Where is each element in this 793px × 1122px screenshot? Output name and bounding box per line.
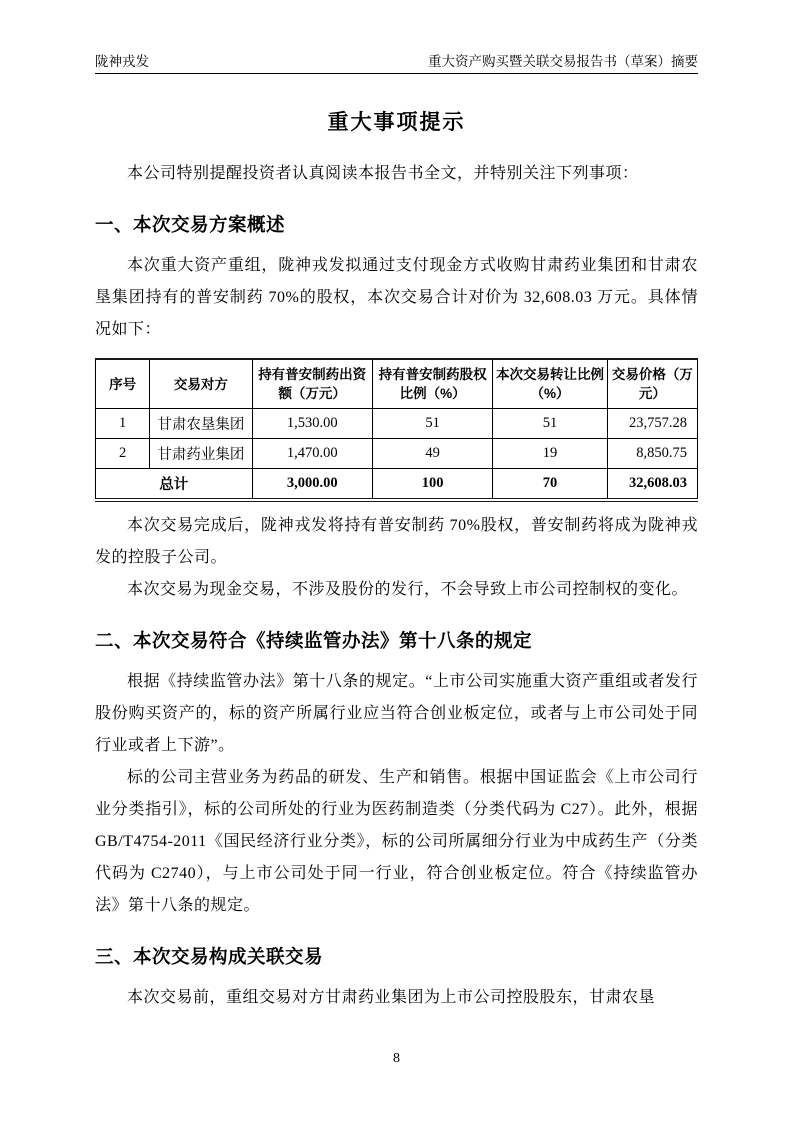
table-cell-price: 23,757.28 [607,409,697,439]
section-1-heading: 一、本次交易方案概述 [95,214,286,235]
section-1-paragraph-1: 本次重大资产重组，陇神戎发拟通过支付现金方式收购甘肃药业集团和甘肃农垦集团持有的普安制药 70%的股权，本次交易合计对价为 32,608.03 万元。具体情况如下： [95,257,698,338]
section-3-paragraph-1: 本次交易前，重组交易对方甘肃药业集团为上市公司控股股东，甘肃农垦 [127,989,656,1006]
table-cell-equity-ratio: 51 [372,409,492,439]
table-header-capital: 持有普安制药出资额（万元） [252,359,372,409]
table-row [96,409,698,439]
table-header-counterparty: 交易对方 [150,359,252,409]
table-total-price: 32,608.03 [607,469,697,501]
table-header-price: 交易价格（万元） [607,359,697,409]
page-header [95,50,698,74]
table-total-row [96,469,698,501]
section-1-paragraph-3: 本次交易为现金交易，不涉及股份的发行，不会导致上市公司控制权的变化。 [127,581,689,598]
transaction-table [95,358,698,502]
table-cell-transfer-ratio: 51 [493,409,607,439]
table-row [96,439,698,469]
table-cell-price: 8,850.75 [607,439,697,469]
table-cell-capital: 1,530.00 [252,409,372,439]
section-1-paragraph-2: 本次交易完成后，陇神戎发将持有普安制药 70%股权，普安制药将成为陇神戎发的控股子公司。 [95,517,698,566]
table-total-capital: 3,000.00 [252,469,372,501]
table-cell-equity-ratio: 49 [372,439,492,469]
table-header-equity-ratio: 持有普安制药股权比例（%） [372,359,492,409]
table-cell-capital: 1,470.00 [252,439,372,469]
table-cell-counterparty: 甘肃农垦集团 [150,409,252,439]
header-doc-title: 重大资产购买暨关联交易报告书（草案）摘要 [428,54,698,69]
section-2-paragraph-1: 根据《持续监管办法》第十八条的规定。“上市公司实施重大资产重组或者发行股份购买资产的，标的资产所属行业应当符合创业板定位，或者与上市公司处于同行业或者上下游”。 [95,673,698,754]
page-title: 重大事项提示 [327,111,466,134]
header-company-name: 陇神戎发 [95,54,149,69]
table-header-row [96,359,698,409]
table-cell-counterparty: 甘肃药业集团 [150,439,252,469]
page-footer [0,1051,793,1067]
page-number: 8 [393,1051,400,1066]
table-header-transfer-ratio: 本次交易转让比例（%） [493,359,607,409]
table-cell-seq: 1 [96,409,150,439]
intro-paragraph: 本公司特别提醒投资者认真阅读本报告书全文，并特别关注下列事项： [127,165,639,182]
table-total-label: 总计 [96,469,253,501]
table-cell-transfer-ratio: 19 [493,439,607,469]
table-total-transfer-ratio: 70 [493,469,607,501]
table-header-seq: 序号 [96,359,150,409]
section-2-paragraph-2: 标的公司主营业务为药品的研发、生产和销售。根据中国证监会《上市公司行业分类指引》，标的公司所处的行业为医药制造类（分类代码为 C27）。此外，根据 GB/T4754-2011《国民经济行业分类》，标的公司所属细分行业为中成药生产（分类代码为 C2740），与上市公司处于同一行业，符合创业板定位。符合《持续监管办法》第十八条的规定。 [95,769,698,914]
table-cell-seq: 2 [96,439,150,469]
table-total-equity-ratio: 100 [372,469,492,501]
section-2-heading: 二、本次交易符合《持续监管办法》第十八条的规定 [95,630,533,651]
section-3-heading: 三、本次交易构成关联交易 [95,946,324,967]
